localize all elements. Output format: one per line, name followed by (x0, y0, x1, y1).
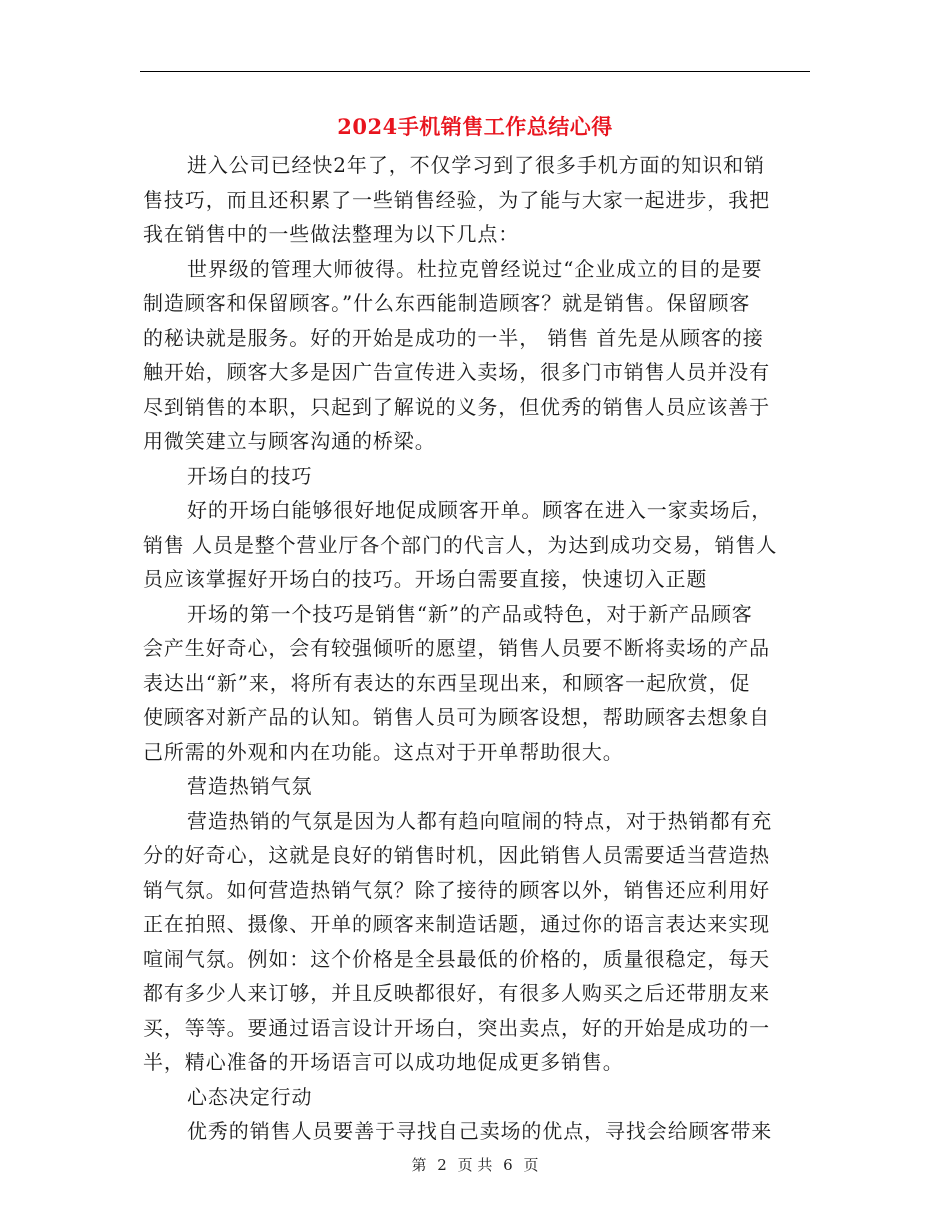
footer-page-number: 2 (437, 1156, 447, 1174)
text-line: 销气氛。如何营造热销气氛？除了接待的顾客以外，销售还应利用好 (143, 877, 770, 902)
text-line: 制造顾客和保留顾客。”什么东西能制造顾客？就是销售。保留顾客 (143, 291, 751, 315)
text-line: 会产生好奇心，会有较强倾听的愿望，销售人员要不断将卖场的产品 (143, 636, 770, 660)
footer-suffix: 页 (523, 1156, 539, 1174)
text-line: 开场的第一个技巧是销售“新”的产品或特色，对于新产品顾客 (187, 601, 753, 626)
text-line: 都有多少人来订够，并且反映都很好，有很多人购买之后还带朋友来 (143, 981, 770, 1005)
text-line: 销售 人员是整个营业厅各个部门的代言人，为达到成功交易，销售人 (143, 532, 778, 557)
footer-prefix: 第 (411, 1156, 427, 1174)
text-line: 营造热销的气氛是因为人都有趋向喧闹的特点，对于热销都有充 (187, 808, 773, 833)
text-line: 正在拍照、摄像、开单的顾客来制造话题，通过你的语言表达来实现 (143, 912, 770, 936)
footer-mid: 页 共 (457, 1156, 493, 1174)
text-line: 世界级的管理大师彼得。杜拉克曾经说过“企业成立的目的是要 (187, 256, 763, 281)
text-line: 喧闹气氛。例如：这个价格是全县最低的价格的，质量很稳定，每天 (143, 946, 770, 971)
page-footer (0, 1154, 950, 1176)
text-line: 心态决定行动 (187, 1084, 313, 1109)
text-line: 的秘诀就是服务。好的开始是成功的一半， 销售 首先是从顾客的接 (143, 325, 764, 350)
footer-total-pages: 6 (503, 1156, 513, 1174)
text-line: 触开始，顾客大多是因广告宣传进入卖场，很多门市销售人员并没有 (143, 360, 770, 384)
text-line: 我在销售中的一些做法整理为以下几点： (143, 222, 520, 246)
text-line: 进入公司已经快2年了，不仅学习到了很多手机方面的知识和销 (187, 153, 765, 177)
text-line: 好的开场白能够很好地促成顾客开单。顾客在进入一家卖场后， (187, 498, 773, 522)
text-line: 售技巧，而且还积累了一些销售经验，为了能与大家一起进步，我把 (143, 187, 770, 212)
text-line: 买，等等。要通过语言设计开场白，突出卖点，好的开始是成功的一 (143, 1015, 770, 1040)
text-line: 用微笑建立与顾客沟通的桥梁。 (143, 429, 436, 453)
document-title: 2024手机销售工作总结心得 (337, 114, 613, 139)
text-line: 分的好奇心，这就是良好的销售时机，因此销售人员需要适当营造热 (143, 843, 770, 867)
text-line: 尽到销售的本职，只起到了解说的义务，但优秀的销售人员应该善于 (143, 394, 770, 419)
text-line: 优秀的销售人员要善于寻找自己卖场的优点，寻找会给顾客带来 (187, 1119, 773, 1143)
text-line: 己所需的外观和内在功能。这点对于开单帮助很大。 (143, 739, 624, 764)
text-line: 营造热销气氛 (187, 774, 313, 798)
text-line: 员应该掌握好开场白的技巧。开场白需要直接，快速切入正题 (143, 567, 708, 591)
text-line: 半，精心准备的开场语言可以成功地促成更多销售。 (143, 1050, 624, 1074)
text-line: 开场白的技巧 (187, 463, 313, 488)
header-rule (140, 71, 810, 72)
text-line: 使顾客对新产品的认知。销售人员可为顾客设想，帮助顾客去想象自 (143, 705, 770, 729)
text-line: 表达出“新”来，将所有表达的东西呈现出来，和顾客一起欣赏，促 (143, 670, 751, 695)
document-body (143, 148, 807, 1149)
